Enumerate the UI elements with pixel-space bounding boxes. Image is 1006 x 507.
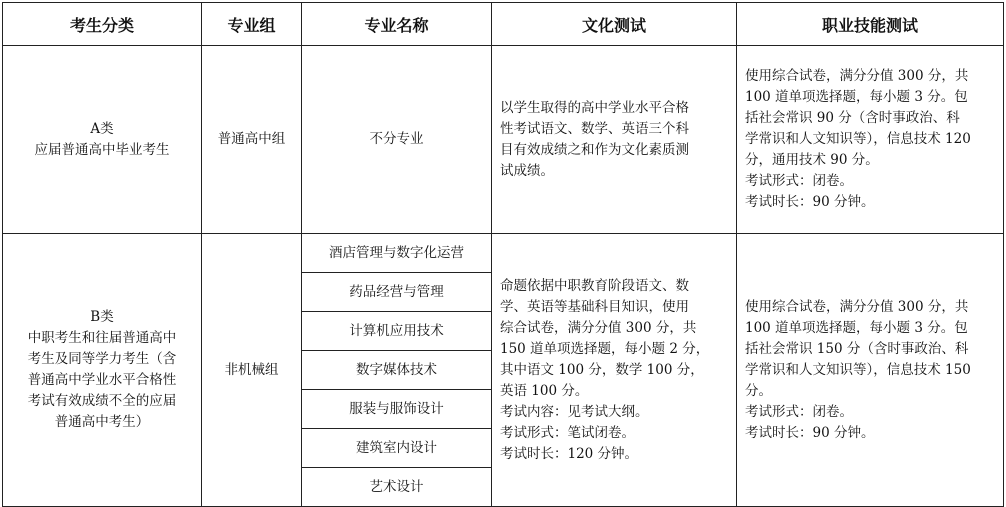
culture-test-b-line: 考试时长：120 分钟。 — [500, 445, 639, 462]
culture-test-b — [492, 234, 737, 507]
skill-test-a-line: 括社会常识 90 分（含时事政治、科 — [745, 110, 960, 126]
culture-test-a-line: 目有效成绩之和作为文化素质测 — [500, 141, 689, 158]
skill-test-b-line: 使用综合试卷，满分分值 300 分，共 — [745, 298, 969, 315]
header-skill-test: 职业技能测试 — [737, 3, 1004, 46]
header-group: 专业组 — [202, 3, 302, 46]
category-b-line: 普通高中学业水平合格性 — [27, 372, 177, 388]
major-b-pharma: 药品经营与管理 — [302, 273, 492, 312]
skill-test-b-line: 括社会常识 150 分（含时事政治、科 — [745, 340, 969, 357]
skill-test-b-line: 分。 — [745, 382, 772, 399]
culture-test-a — [492, 46, 737, 234]
culture-test-b-line: 英语 100 分。 — [500, 382, 589, 399]
major-b-computer: 计算机应用技术 — [302, 312, 492, 351]
category-a — [3, 46, 202, 234]
major-b-interior: 建筑室内设计 — [302, 429, 492, 468]
culture-test-a-line: 以学生取得的高中学业水平合格 — [500, 99, 689, 116]
skill-test-a-line: 考试时长：90 分钟。 — [745, 194, 875, 210]
major-b-hotel: 酒店管理与数字化运营 — [302, 234, 492, 273]
skill-test-b — [737, 234, 1004, 507]
category-b-line: B类 — [90, 309, 114, 325]
major-a: 不分专业 — [302, 46, 492, 234]
major-b-art-design: 艺术设计 — [302, 468, 492, 507]
skill-test-b-line: 考试形式：闭卷。 — [745, 403, 853, 420]
culture-test-b-line: 综合试卷，满分分值 300 分，共 — [500, 319, 697, 336]
table-row-b — [3, 234, 1004, 273]
skill-test-a-line: 学常识和人文知识等），信息技术 120 — [745, 131, 971, 147]
culture-test-b-line: 其中语文 100 分，数学 100 分， — [500, 361, 704, 378]
skill-test-a-line: 使用综合试卷，满分分值 300 分，共 — [745, 68, 969, 84]
culture-test-b-line: 学、英语等基础科目知识，使用 — [500, 298, 689, 315]
group-a: 普通高中组 — [202, 46, 302, 234]
skill-test-a — [737, 46, 1004, 234]
category-b-line: 考生及同等学力考生（含 — [27, 351, 177, 367]
culture-test-b-line: 命题依据中职教育阶段语文、数 — [500, 277, 689, 294]
culture-test-b-line: 考试内容：见考试大纲。 — [500, 403, 649, 420]
header-major: 专业名称 — [302, 3, 492, 46]
skill-test-a-line: 考试形式：闭卷。 — [745, 173, 853, 189]
culture-test-b-line: 150 道单项选择题，每小题 2 分， — [500, 340, 710, 357]
group-b: 非机械组 — [202, 234, 302, 507]
skill-test-a-line: 100 道单项选择题，每小题 3 分。包 — [745, 89, 968, 105]
header-category: 考生分类 — [3, 3, 202, 46]
category-b-line: 普通高中考生） — [54, 414, 150, 430]
skill-test-b-line: 100 道单项选择题，每小题 3 分。包 — [745, 319, 968, 336]
major-b-digital-media: 数字媒体技术 — [302, 351, 492, 390]
table-row-a — [3, 46, 1004, 234]
culture-test-a-line: 性考试语文、数学、英语三个科 — [500, 120, 689, 137]
category-b-line: 考试有效成绩不全的应届 — [27, 393, 177, 409]
category-b-line: 中职考生和往届普通高中 — [27, 330, 177, 346]
skill-test-b-line: 考试时长：90 分钟。 — [745, 424, 875, 441]
header-row — [3, 3, 1004, 46]
culture-test-b-line: 考试形式：笔试闭卷。 — [500, 424, 635, 441]
category-a-line: 应届普通高中毕业考生 — [34, 141, 170, 158]
major-b-fashion: 服装与服饰设计 — [302, 390, 492, 429]
category-b — [3, 234, 202, 507]
skill-test-a-line: 分，通用技术 90 分。 — [745, 152, 879, 168]
header-culture-test: 文化测试 — [492, 3, 737, 46]
category-a-line: A类 — [90, 120, 114, 137]
culture-test-a-line: 试成绩。 — [500, 162, 554, 179]
skill-test-b-line: 学常识和人文知识等），信息技术 150 — [745, 361, 971, 378]
admission-exam-table — [2, 2, 1004, 507]
